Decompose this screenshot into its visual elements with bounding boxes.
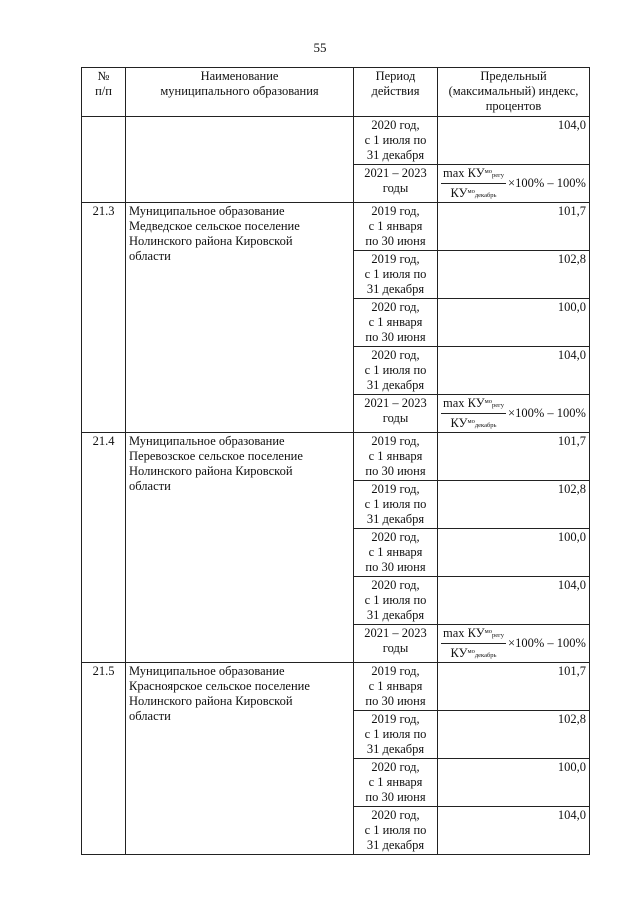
period-cell: 2019 год, с 1 июля по 31 декабря	[354, 251, 438, 299]
index-formula-cell	[438, 625, 590, 663]
table-header-row	[82, 68, 590, 117]
index-value: 104,0	[438, 577, 590, 625]
period-cell: 2020 год, с 1 января по 30 июня	[354, 299, 438, 347]
formula-den-sub: декабрь	[474, 422, 497, 429]
formula-numerator	[441, 166, 506, 184]
header-municipality: Наименование муниципального образования	[126, 68, 354, 117]
period-cell: 2019 год, с 1 января по 30 июня	[354, 433, 438, 481]
period-cell: 2019 год, с 1 июля по 31 декабря	[354, 711, 438, 759]
period-cell: 2020 год, с 1 января по 30 июня	[354, 759, 438, 807]
row-number: 21.5	[82, 663, 126, 855]
index-value: 104,0	[438, 117, 590, 165]
header-period: Период действия	[354, 68, 438, 117]
period-cell: 2020 год, с 1 июля по 31 декабря	[354, 807, 438, 855]
formula-num-sub: регу	[491, 632, 505, 639]
formula-denominator	[441, 414, 506, 431]
index-value: 104,0	[438, 347, 590, 395]
formula-denominator	[441, 644, 506, 661]
formula-num-sup: мо	[484, 168, 492, 175]
header-number: № п/п	[82, 68, 126, 117]
formula-numerator	[441, 396, 506, 414]
period-cell: 2020 год, с 1 января по 30 июня	[354, 529, 438, 577]
formula-rest: ×100% – 100%	[508, 176, 586, 190]
header-index: Предельный (максимальный) индекс, процентов	[438, 68, 590, 117]
formula-denominator	[441, 184, 506, 201]
period-cell: 2019 год, с 1 июля по 31 декабря	[354, 481, 438, 529]
formula-prefix: max КУ	[443, 626, 485, 640]
index-value: 102,8	[438, 481, 590, 529]
index-value: 102,8	[438, 711, 590, 759]
tariff-index-table	[81, 67, 590, 855]
formula-prefix: max КУ	[443, 166, 485, 180]
index-value: 100,0	[438, 529, 590, 577]
index-formula-cell	[438, 395, 590, 433]
formula-den: КУ	[450, 646, 468, 660]
period-cell: 2020 год, с 1 июля по 31 декабря	[354, 577, 438, 625]
index-value: 101,7	[438, 203, 590, 251]
index-formula	[441, 396, 586, 431]
table-row	[82, 433, 590, 481]
formula-den-sub: декабрь	[474, 192, 497, 199]
formula-prefix: max КУ	[443, 396, 485, 410]
formula-den-sup: мо	[467, 418, 475, 425]
municipality-name: Муниципальное образование Красноярское сельское поселение Нолинского района Кировской области	[126, 663, 354, 855]
municipality-name: Муниципальное образование Перевозское сельское поселение Нолинского района Кировской области	[126, 433, 354, 663]
formula-fraction	[441, 396, 506, 431]
period-cell: 2019 год, с 1 января по 30 июня	[354, 203, 438, 251]
municipality-name	[126, 117, 354, 203]
index-value: 100,0	[438, 299, 590, 347]
row-number: 21.3	[82, 203, 126, 433]
formula-fraction	[441, 626, 506, 661]
index-value: 101,7	[438, 663, 590, 711]
index-value: 101,7	[438, 433, 590, 481]
row-number: 21.4	[82, 433, 126, 663]
index-value: 104,0	[438, 807, 590, 855]
formula-den-sup: мо	[467, 648, 475, 655]
formula-den: КУ	[450, 416, 468, 430]
formula-num-sub: регу	[491, 402, 505, 409]
index-value: 102,8	[438, 251, 590, 299]
row-number	[82, 117, 126, 203]
formula-fraction	[441, 166, 506, 201]
table-row	[82, 117, 590, 165]
formula-num-sup: мо	[484, 628, 492, 635]
page-number: 55	[313, 40, 327, 55]
formula-num-sup: мо	[484, 398, 492, 405]
municipality-name: Муниципальное образование Медведское сельское поселение Нолинского района Кировской области	[126, 203, 354, 433]
table-row	[82, 663, 590, 711]
formula-rest: ×100% – 100%	[508, 406, 586, 420]
index-formula	[441, 166, 586, 201]
period-cell: 2021 – 2023 годы	[354, 625, 438, 663]
index-value: 100,0	[438, 759, 590, 807]
formula-den: КУ	[450, 186, 468, 200]
period-cell: 2020 год, с 1 июля по 31 декабря	[354, 347, 438, 395]
formula-numerator	[441, 626, 506, 644]
period-cell: 2019 год, с 1 января по 30 июня	[354, 663, 438, 711]
period-cell: 2020 год, с 1 июля по 31 декабря	[354, 117, 438, 165]
period-cell: 2021 – 2023 годы	[354, 165, 438, 203]
index-formula-cell	[438, 165, 590, 203]
formula-den-sub: декабрь	[474, 652, 497, 659]
period-cell: 2021 – 2023 годы	[354, 395, 438, 433]
table-row	[82, 203, 590, 251]
index-formula	[441, 626, 586, 661]
formula-den-sup: мо	[467, 188, 475, 195]
formula-num-sub: регу	[491, 172, 505, 179]
formula-rest: ×100% – 100%	[508, 636, 586, 650]
